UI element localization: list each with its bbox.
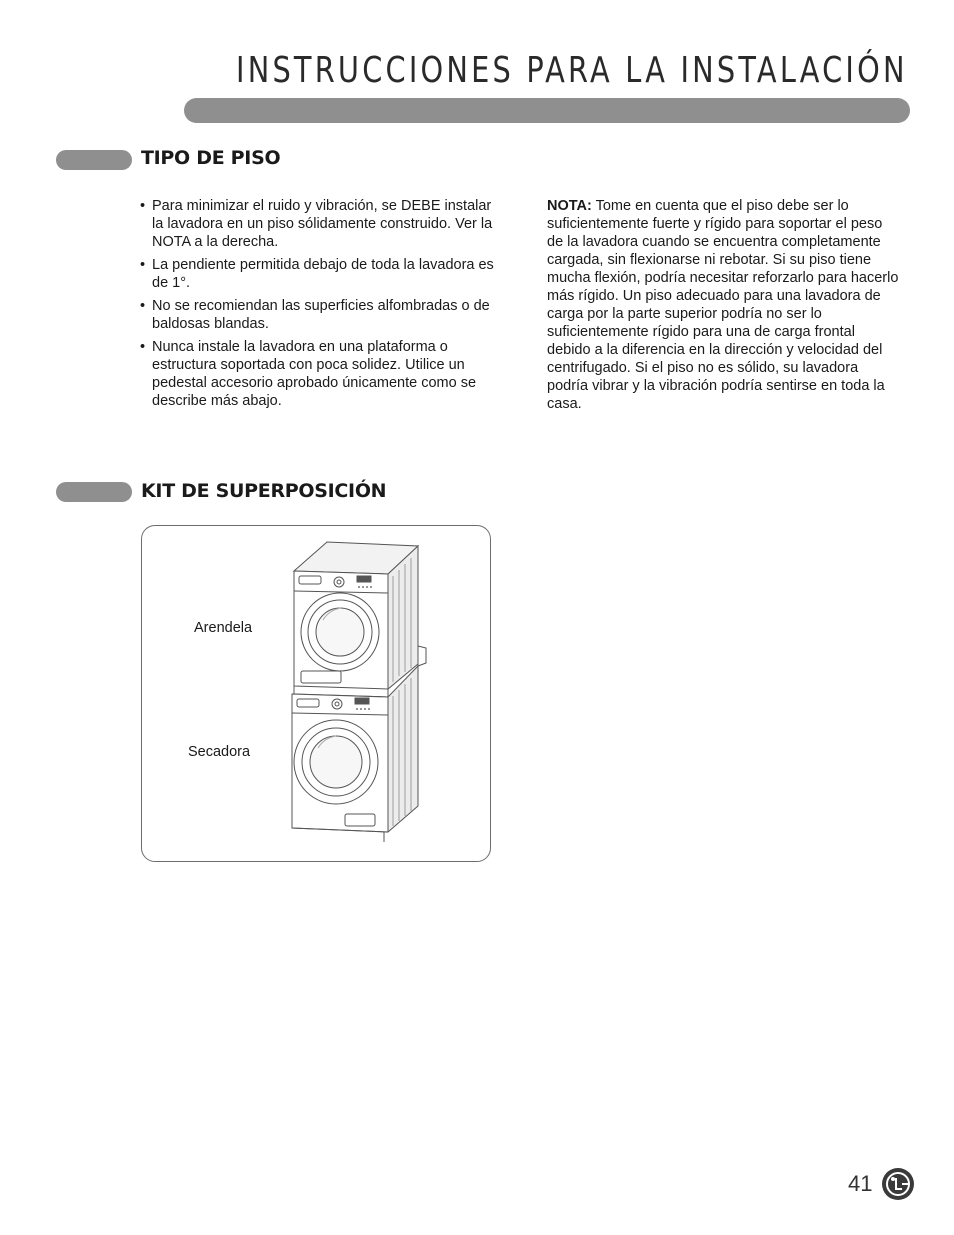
section-heading-stacking: KIT DE SUPERPOSICIÓN (141, 480, 387, 502)
floor-bullet-list (140, 197, 495, 415)
bullet-item: • Para minimizar el ruido y vibración, se DEBE instalar la lavadora en un piso sólidamente construido. Ver la NOTA a la derecha. (140, 197, 495, 251)
note-label: NOTA: (547, 198, 592, 214)
stacking-diagram (141, 525, 491, 862)
section-heading-floor: TIPO DE PISO (141, 147, 281, 169)
floor-note (547, 197, 902, 413)
bullet-item: • Nunca instale la lavadora en una plataforma o estructura soportada con poca solidez. Utilice un pedestal accesorio aprobado únicamente como se describe más abajo. (140, 338, 495, 410)
label-top-appliance: Arendela (194, 620, 253, 636)
bottom-appliance-illustration (292, 666, 418, 842)
bullet-item: • No se recomiendan las superficies alfombradas o de baldosas blandas. (140, 297, 495, 333)
stacked-appliances-illustration (287, 536, 437, 846)
lg-logo-icon (881, 1167, 915, 1201)
page-number: 41 (848, 1171, 873, 1196)
top-appliance-illustration (294, 542, 426, 689)
note-text: Tome en cuenta que el piso debe ser lo suficientemente fuerte y rígido para soportar el peso de la lavadora cuando se encuentra completamente cargada, sin flexionarse ni rebotar. Si su piso tiene mucha flexión, podría necesitar reforzarlo para hacerlo más rígido. Un piso adecuado para una lavadora de carga por la parte superior podría no ser lo suficientemente rígido para una de carga frontal debido a la diferencia en la dirección y velocidad del centrifugado. Si el piso no es sólido, su lavadora podría vibrar y la vibración podría sentirse en toda la casa. (547, 198, 899, 412)
bullet-item: • La pendiente permitida debajo de toda la lavadora es de 1°. (140, 256, 495, 292)
section-pill-floor (56, 150, 132, 170)
page-title: INSTRUCCIONES PARA LA INSTALACIÓN (236, 50, 908, 91)
label-bottom-appliance: Secadora (188, 744, 251, 760)
title-bar (184, 98, 910, 123)
section-pill-stacking (56, 482, 132, 502)
